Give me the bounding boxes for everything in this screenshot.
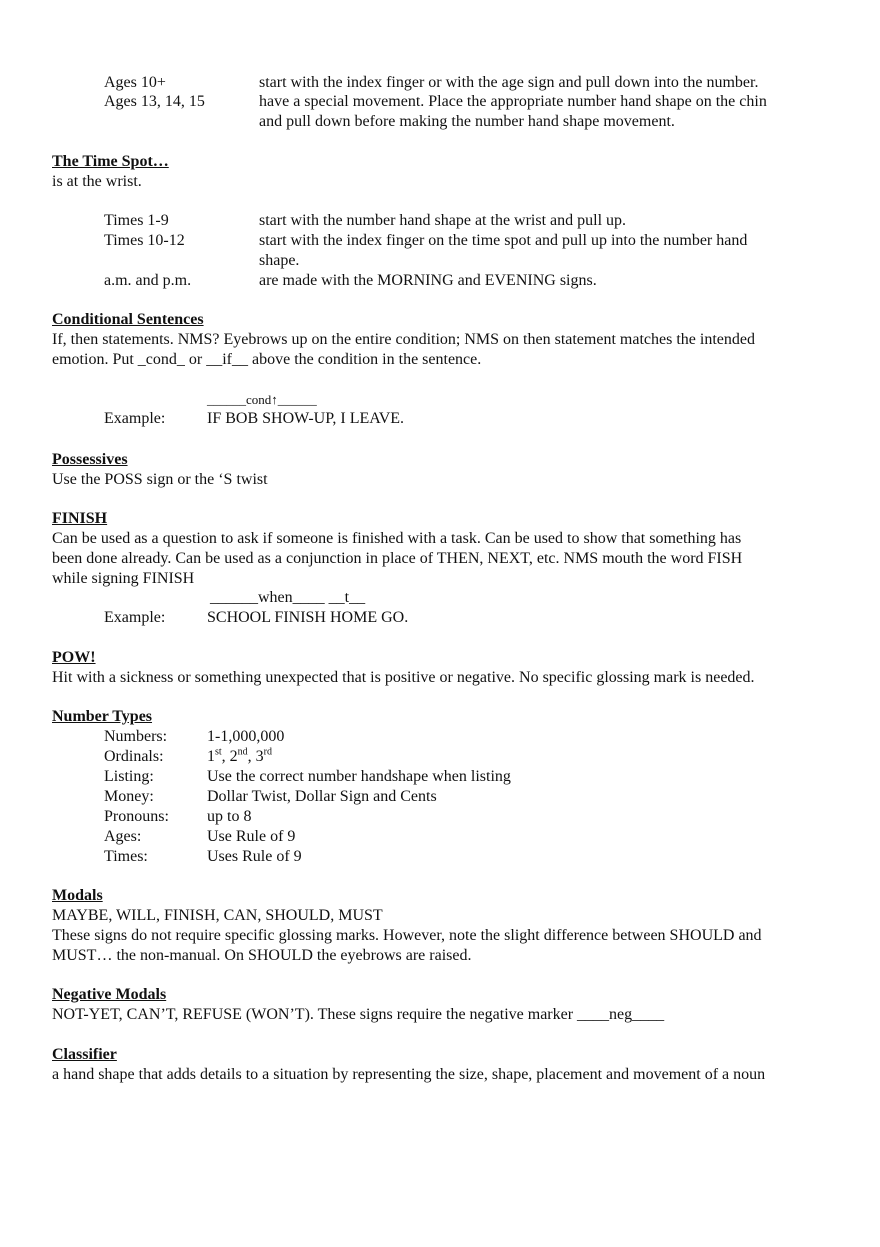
section-heading-conditional: Conditional Sentences (52, 311, 204, 328)
example-label: Example: (104, 609, 166, 626)
ordinal-suffix: nd (237, 746, 248, 758)
ordinal-text: 1 (207, 748, 215, 765)
time-desc: shape. (259, 252, 300, 269)
time-label: a.m. and p.m. (104, 272, 192, 289)
possessives-body: Use the POSS sign or the ‘S twist (52, 471, 268, 488)
time-desc: start with the index finger on the time spot and pull up into the number hand (259, 232, 748, 249)
conditional-body: If, then statements. NMS? Eyebrows up on the entire condition; NMS on then statement matches the intended (52, 331, 755, 348)
finish-example: SCHOOL FINISH HOME GO. (207, 609, 409, 626)
modals-body: MAYBE, WILL, FINISH, CAN, SHOULD, MUST (52, 907, 383, 924)
section-heading-time-spot: The Time Spot… (52, 153, 169, 170)
conditional-gloss: ______cond↑______ (207, 392, 317, 407)
section-heading-finish: FINISH (52, 510, 108, 527)
ordinal-suffix: st (215, 746, 222, 758)
ages-desc: have a special movement. Place the appropriate number hand shape on the chin (259, 93, 767, 110)
ordinal-suffix: rd (263, 746, 273, 758)
finish-body: been done already. Can be used as a conjunction in place of THEN, NEXT, etc. NMS mouth the word FISH (52, 550, 743, 567)
classifier-body: a hand shape that adds details to a situation by representing the size, shape, placement and movement of a noun (52, 1066, 766, 1083)
negative-modals-body: NOT-YET, CAN’T, REFUSE (WON’T). These signs require the negative marker ____neg____ (52, 1006, 665, 1023)
modals-body: MUST… the non-manual. On SHOULD the eyebrows are raised. (52, 947, 472, 964)
ages-desc: start with the index finger or with the age sign and pull down into the number. (259, 74, 759, 91)
section-heading-negative-modals: Negative Modals (52, 986, 167, 1003)
section-heading-modals: Modals (52, 887, 103, 904)
number-type-value-ordinals (207, 747, 272, 767)
ordinal-text: , 2 (221, 748, 238, 765)
number-type-value: Use Rule of 9 (207, 828, 296, 845)
time-desc: are made with the MORNING and EVENING signs. (259, 272, 597, 289)
ages-desc: and pull down before making the number hand shape movement. (259, 113, 675, 130)
number-type-value: 1-1,000,000 (207, 728, 285, 745)
number-type-value: Uses Rule of 9 (207, 848, 302, 865)
pow-body: Hit with a sickness or something unexpected that is positive or negative. No specific glossing mark is needed. (52, 669, 755, 686)
number-type-label: Pronouns: (104, 808, 169, 825)
time-label: Times 10-12 (104, 232, 185, 249)
conditional-body: emotion. Put _cond_ or __if__ above the condition in the sentence. (52, 351, 482, 368)
section-heading-classifier: Classifier (52, 1046, 117, 1063)
time-desc: start with the number hand shape at the wrist and pull up. (259, 212, 627, 229)
section-heading-number-types: Number Types (52, 708, 153, 725)
ages-label: Ages 13, 14, 15 (104, 93, 205, 110)
time-spot-body: is at the wrist. (52, 173, 142, 190)
number-type-label: Ordinals: (104, 748, 164, 765)
number-type-label: Listing: (104, 768, 154, 785)
number-type-label: Times: (104, 848, 148, 865)
number-type-value: Dollar Twist, Dollar Sign and Cents (207, 788, 437, 805)
finish-gloss: ______when____ __t__ (210, 589, 366, 606)
number-type-value: Use the correct number handshape when listing (207, 768, 511, 785)
example-label: Example: (104, 410, 166, 427)
number-type-value: up to 8 (207, 808, 252, 825)
section-heading-pow: POW! (52, 649, 96, 666)
finish-body: while signing FINISH (52, 570, 195, 587)
conditional-example: IF BOB SHOW-UP, I LEAVE. (207, 410, 405, 427)
number-type-label: Ages: (104, 828, 142, 845)
ages-label: Ages 10+ (104, 74, 166, 91)
number-type-label: Numbers: (104, 728, 168, 745)
number-type-label: Money: (104, 788, 154, 805)
modals-body: These signs do not require specific glossing marks. However, note the slight difference between SHOULD and (52, 927, 762, 944)
ordinal-text: , 3 (247, 748, 264, 765)
finish-body: Can be used as a question to ask if someone is finished with a task. Can be used to show that something has (52, 530, 742, 547)
time-label: Times 1-9 (104, 212, 169, 229)
section-heading-possessives: Possessives (52, 451, 128, 468)
